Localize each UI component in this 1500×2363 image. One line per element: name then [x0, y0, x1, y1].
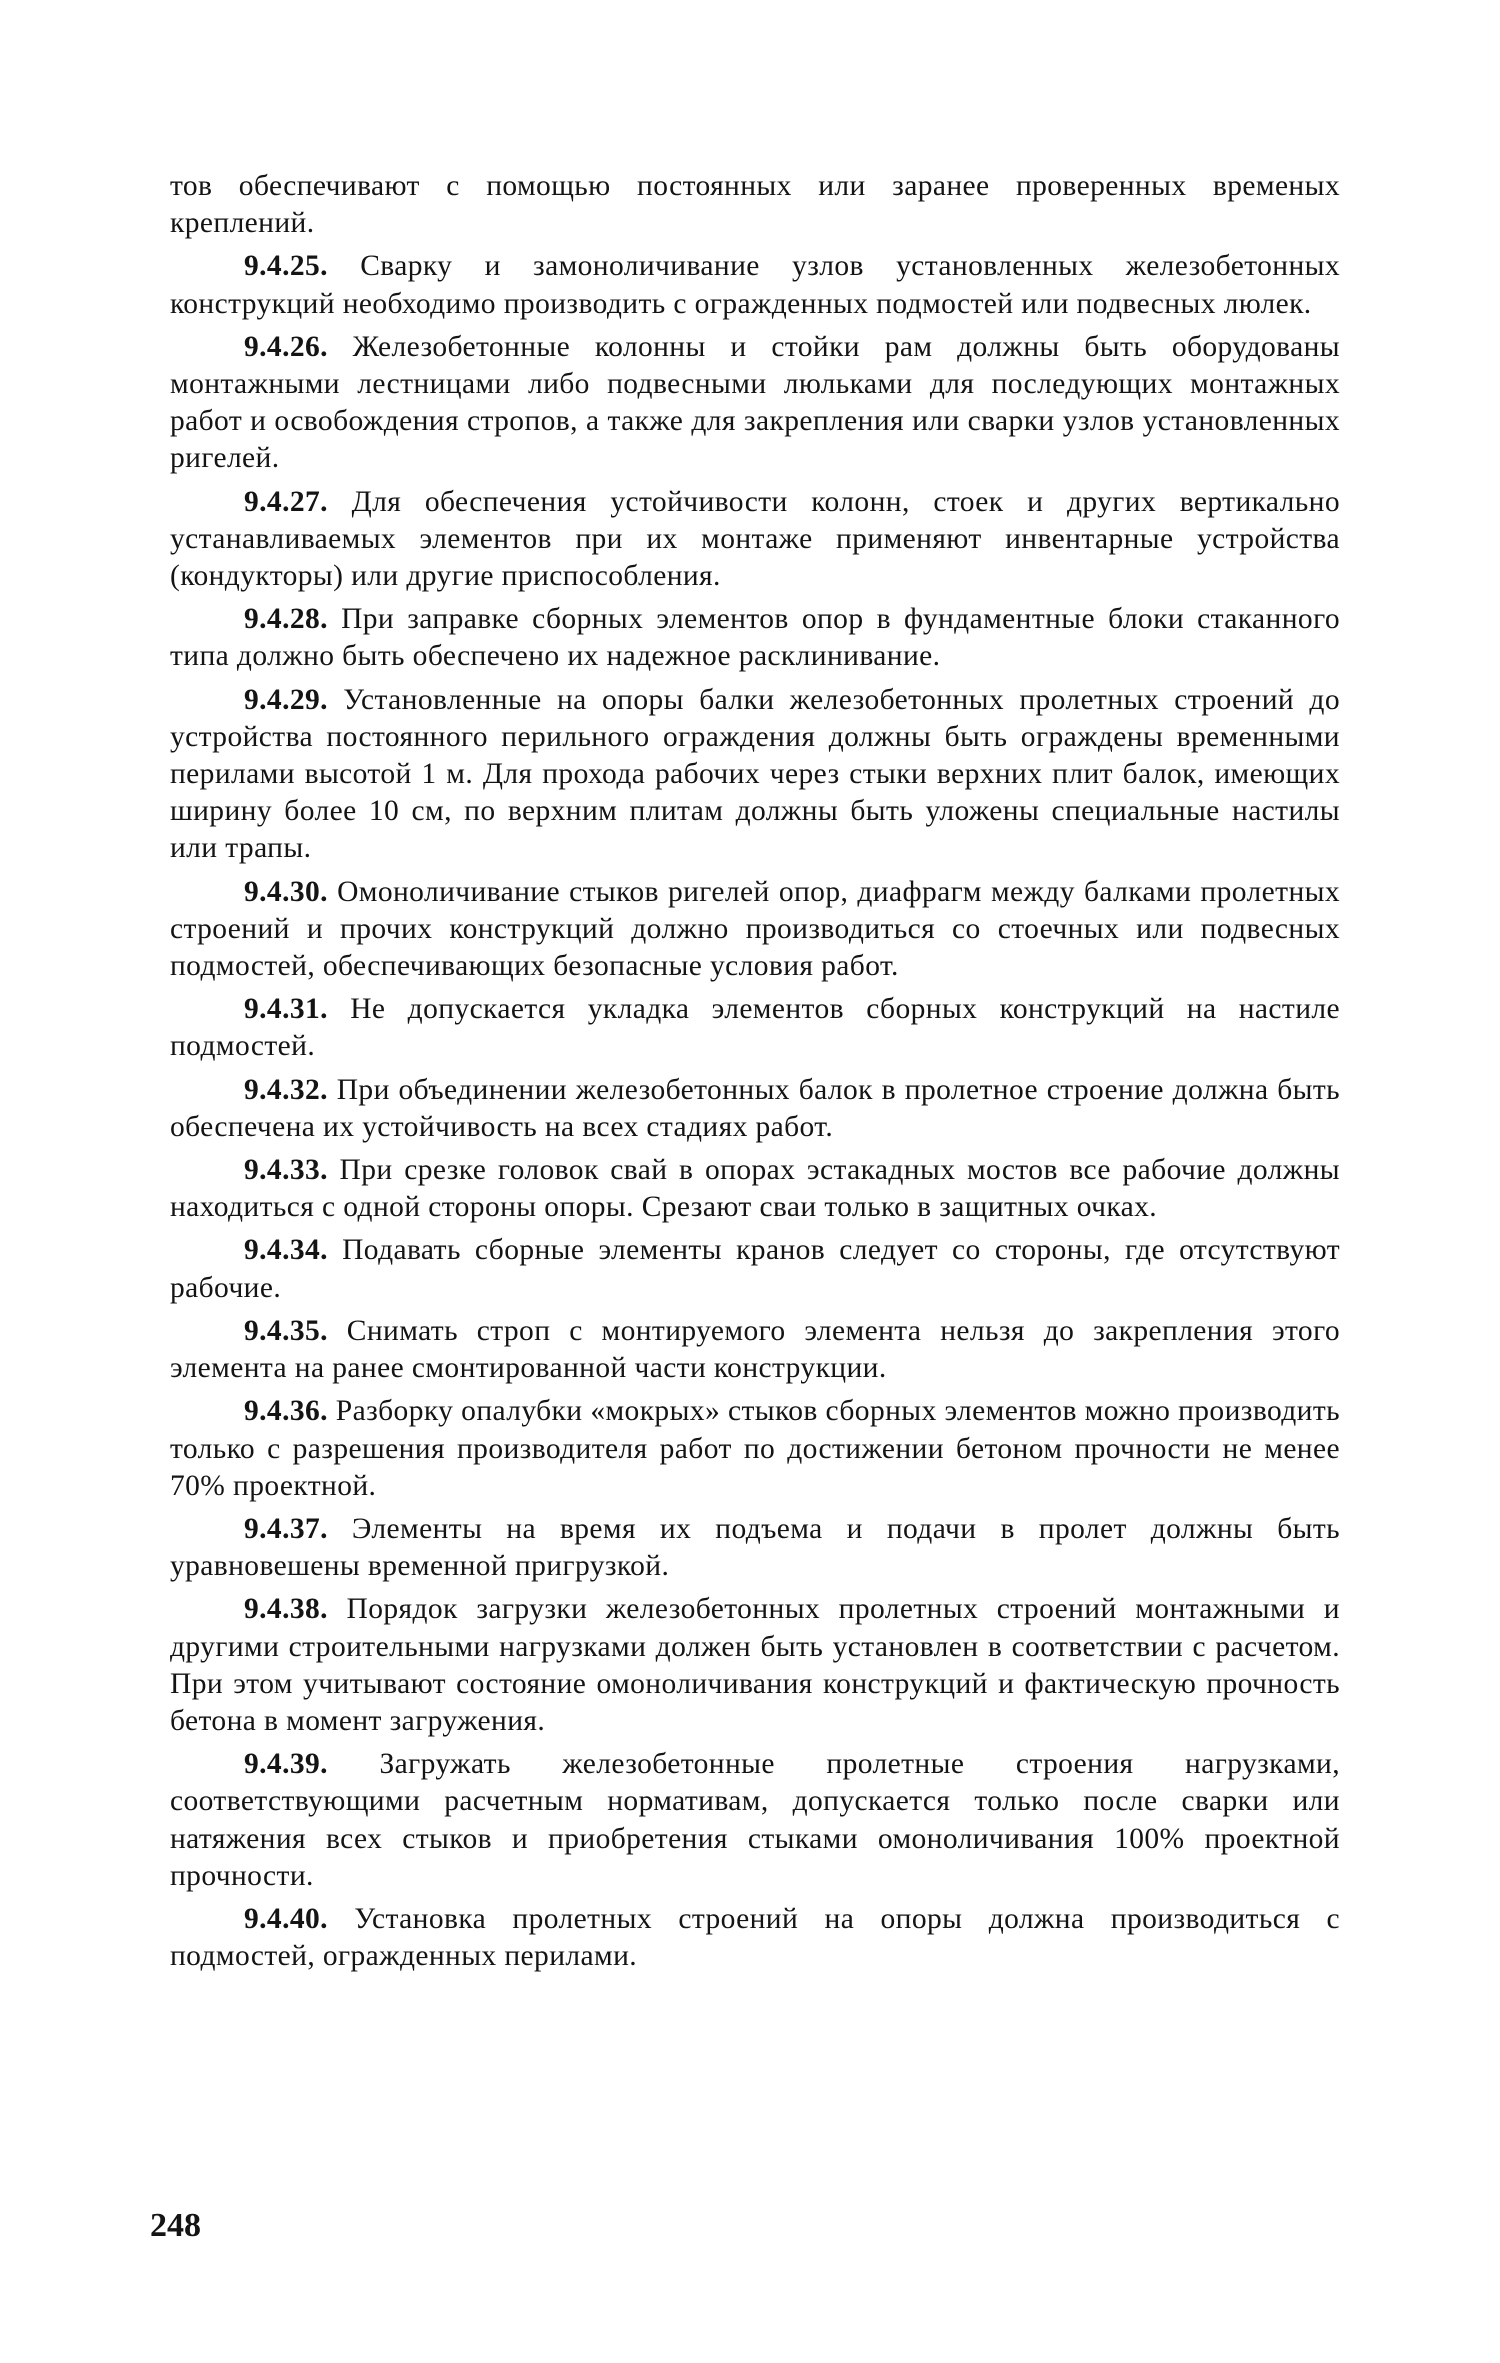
- clause-text: Подавать сборные элементы кранов следует со стороны, где отсутствуют рабочие.: [170, 1234, 1340, 1304]
- clause-text: Снимать строп с монтируемого элемента нельзя до закрепления этого элемента на ранее смонтированной части конструкции.: [170, 1314, 1340, 1385]
- clause-9-4-31: [170, 991, 1340, 1065]
- clause-9-4-27: [170, 484, 1340, 596]
- body-text: [170, 168, 1340, 1981]
- paragraph-continuation: [170, 168, 1340, 242]
- paragraph-text: тов обеспечивают с помощью постоянных или заранее проверенных временых креплений.: [170, 170, 1340, 240]
- clause-9-4-40: [170, 1901, 1340, 1975]
- clause-9-4-33: [170, 1152, 1340, 1226]
- clause-9-4-37: [170, 1511, 1340, 1585]
- clause-text: Разборку опалубки «мокрых» стыков сборных элементов можно производить только с разрешения производителя работ по достижении бетоном прочности не менее 70% проектной.: [170, 1395, 1340, 1502]
- clause-text: Установка пролетных строений на опоры должна производиться с подмостей, огражденных перилами.: [170, 1902, 1340, 1973]
- clause-number: 9.4.38.: [244, 1593, 328, 1626]
- clause-text: Сварку и замоноличивание узлов установленных железобетонных конструкций необходимо производить с огражденных подмостей или подвесных люлек.: [170, 250, 1340, 320]
- clause-number: 9.4.25.: [244, 250, 328, 283]
- clause-text: Не допускается укладка элементов сборных конструкций на настиле подмостей.: [170, 993, 1340, 1063]
- clause-number: 9.4.34.: [244, 1234, 328, 1267]
- clause-number: 9.4.39.: [244, 1748, 328, 1781]
- clause-text: Омоноличивание стыков ригелей опор, диафрагм между балками пролетных строений и прочих конструкций должно производиться со стоечных или подвесных подмостей, обеспечивающих безопасные условия работ.: [170, 875, 1340, 983]
- page-number: 248: [150, 2207, 201, 2244]
- clause-number: 9.4.28.: [244, 603, 328, 636]
- clause-9-4-25: [170, 248, 1340, 322]
- clause-9-4-29: [170, 682, 1340, 868]
- clause-number: 9.4.26.: [244, 330, 328, 363]
- clause-text: Для обеспечения устойчивости колонн, стоек и других вертикально устанавливаемых элементов при их монтаже применяют инвентарные устройства (кондукторы) или другие приспособления.: [170, 485, 1340, 593]
- clause-number: 9.4.32.: [244, 1073, 328, 1106]
- clause-number: 9.4.27.: [244, 485, 328, 518]
- clause-number: 9.4.31.: [244, 993, 328, 1026]
- clause-9-4-38: [170, 1591, 1340, 1740]
- clause-text: Установленные на опоры балки железобетонных пролетных строений до устройства постоянного перильного ограждения должны быть ограждены временными перилами высотой 1 м. Для прохода рабочих через стыки верхних плит балок, имеющих ширину более 10 см, по верхним плитам должны быть уложены специальные настилы или трапы.: [170, 683, 1340, 865]
- clause-number: 9.4.30.: [244, 875, 328, 908]
- clause-9-4-26: [170, 329, 1340, 478]
- clause-number: 9.4.29.: [244, 683, 328, 716]
- clause-number: 9.4.40.: [244, 1902, 328, 1935]
- clause-9-4-32: [170, 1072, 1340, 1146]
- clause-text: При срезке головок свай в опорах эстакадных мостов все рабочие должны находиться с одной стороны опоры. Срезают сваи только в защитных очках.: [170, 1154, 1340, 1224]
- clause-9-4-30: [170, 874, 1340, 986]
- clause-number: 9.4.33.: [244, 1154, 328, 1187]
- clause-text: Загружать железобетонные пролетные строения нагрузками, соответствующими расчетным нормативам, допускается только после сварки или натяжения всех стыков и приобретения стыками омоноличивания 100% проектной прочности.: [170, 1748, 1340, 1892]
- clause-number: 9.4.37.: [244, 1512, 328, 1545]
- clause-9-4-36: [170, 1393, 1340, 1505]
- clause-9-4-35: [170, 1313, 1340, 1387]
- clause-text: При заправке сборных элементов опор в фундаментные блоки стаканного типа должно быть обеспечено их надежное расклинивание.: [170, 603, 1340, 673]
- clause-9-4-28: [170, 601, 1340, 675]
- clause-text: Порядок загрузки железобетонных пролетных строений монтажными и другими строительными нагрузками должен быть установлен в соответствии с расчетом. При этом учитывают состояние омоноличивания конструкций и фактическую прочность бетона в момент загружения.: [170, 1593, 1340, 1737]
- clause-number: 9.4.36.: [244, 1395, 328, 1428]
- clause-text: Элементы на время их подъема и подачи в пролет должны быть уравновешены временной пригрузкой.: [170, 1512, 1340, 1583]
- clause-number: 9.4.35.: [244, 1314, 328, 1347]
- clause-9-4-39: [170, 1746, 1340, 1895]
- clause-text: При объединении железобетонных балок в пролетное строение должна быть обеспечена их устойчивость на всех стадиях работ.: [170, 1073, 1340, 1143]
- clause-9-4-34: [170, 1232, 1340, 1306]
- clause-text: Железобетонные колонны и стойки рам должны быть оборудованы монтажными лестницами либо подвесными люльками для последующих монтажных работ и освобождения стропов, а также для закрепления или сварки узлов установленных ригелей.: [170, 330, 1340, 475]
